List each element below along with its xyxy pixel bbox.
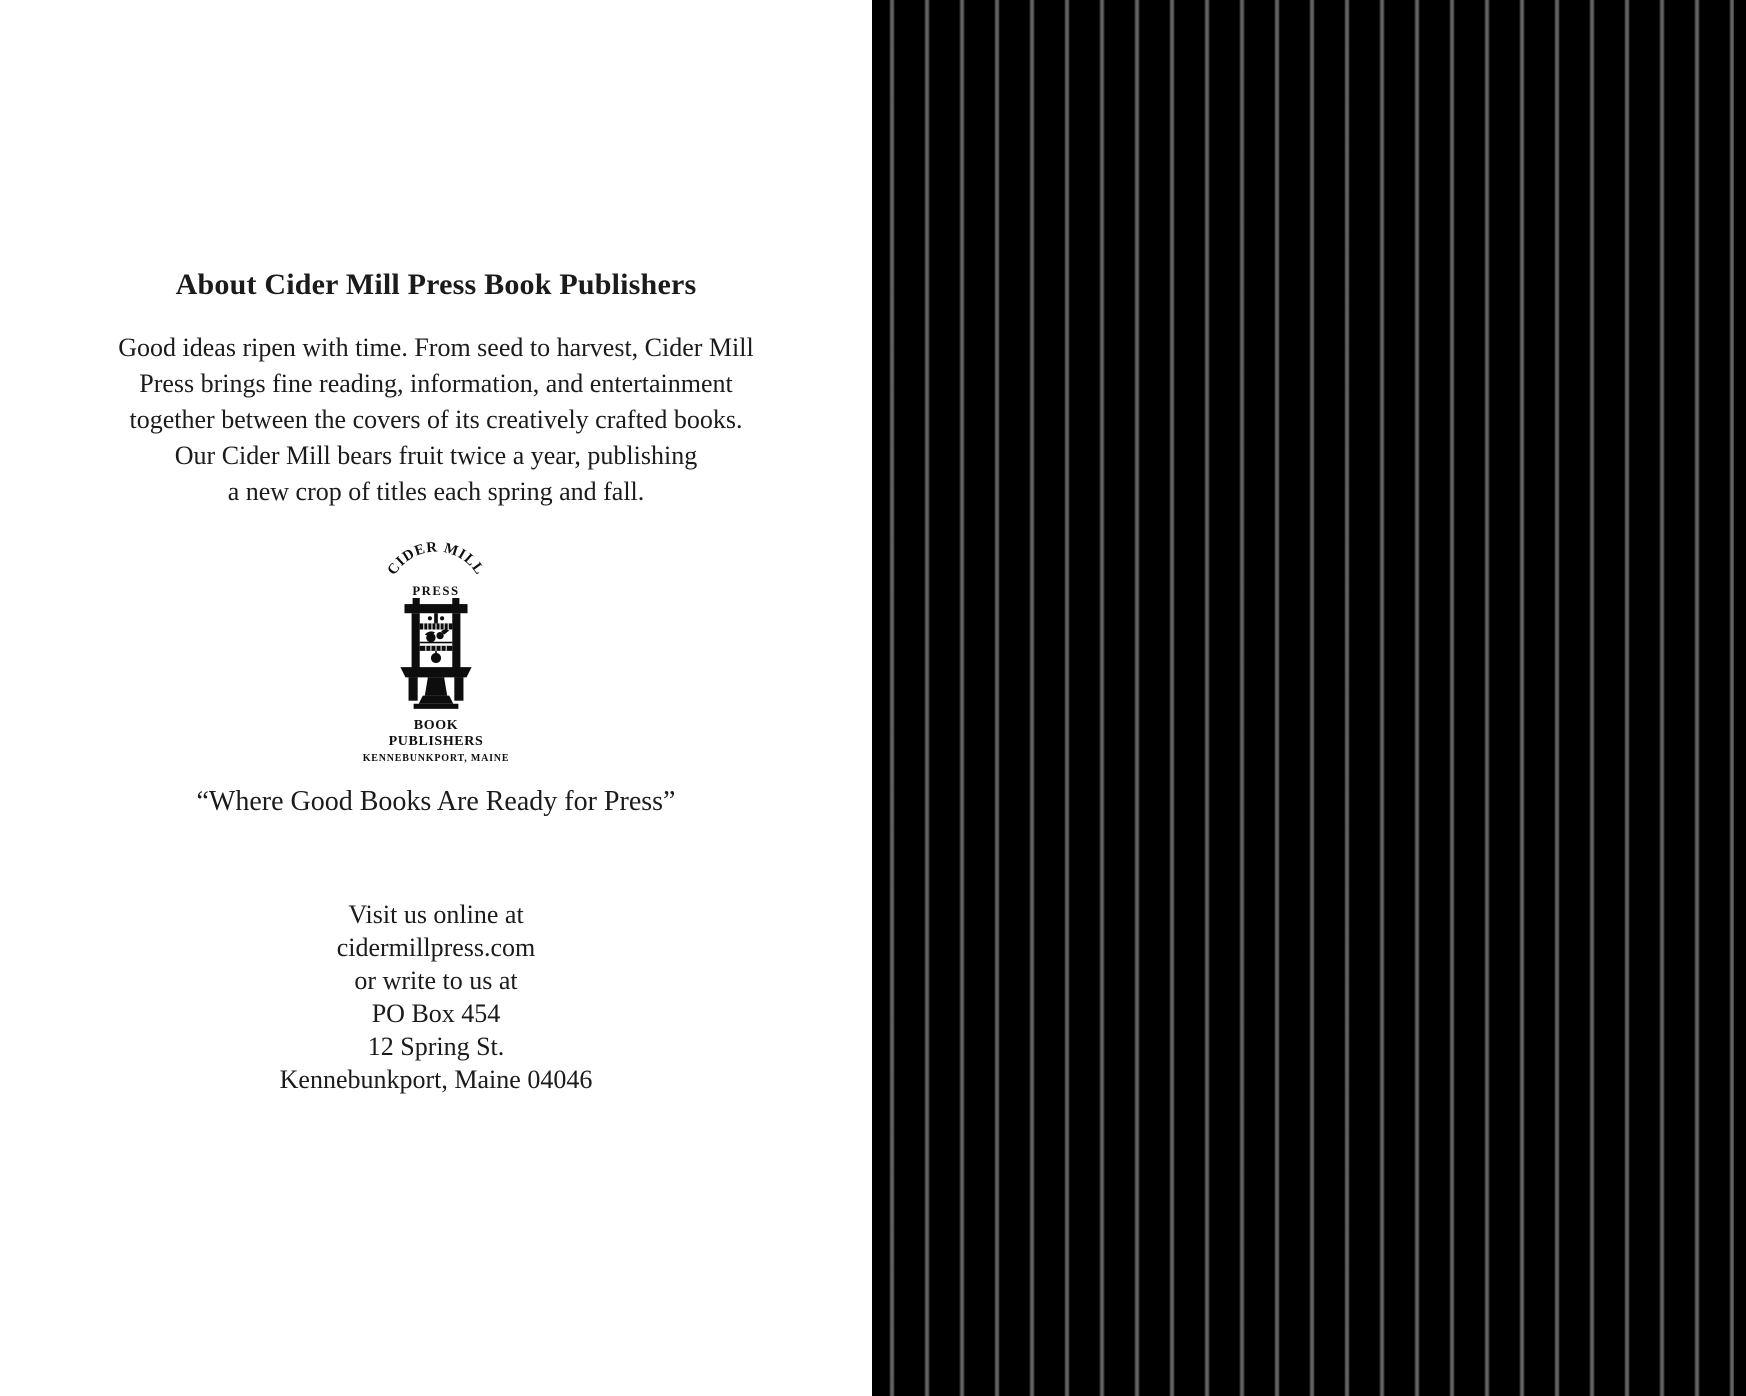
- contact-block: [0, 898, 872, 1096]
- publisher-motto: “Where Good Books Are Ready for Press”: [196, 786, 676, 817]
- about-line: Good ideas ripen with time. From seed to harvest, Cider Mill: [118, 333, 754, 362]
- about-line: together between the covers of its creatively crafted books.: [129, 405, 743, 434]
- about-line: Press brings fine reading, information, and entertainment: [139, 369, 733, 398]
- cider-press-icon: [380, 540, 492, 718]
- contact-line: Visit us online at: [348, 900, 524, 929]
- logo-location: KENNEBUNKPORT, MAINE: [362, 753, 510, 764]
- about-line: Our Cider Mill bears fruit twice a year, publishing: [174, 441, 698, 470]
- about-publisher-page: [0, 0, 872, 1396]
- contact-line-street: 12 Spring St.: [367, 1032, 505, 1061]
- about-paragraph: [0, 330, 872, 510]
- page-title: About Cider Mill Press Book Publishers: [175, 268, 697, 302]
- cider-press-illustration: [400, 598, 471, 709]
- contact-line: or write to us at: [354, 966, 518, 995]
- contact-line-website: cidermillpress.com: [336, 933, 536, 962]
- logo-wordmark-publishers: PUBLISHERS: [388, 734, 484, 749]
- contact-line-po-box: PO Box 454: [371, 999, 501, 1028]
- logo-wordmark-book: BOOK: [413, 718, 459, 733]
- svg-text:CIDER MILL: [384, 540, 487, 578]
- contact-line-city: Kennebunkport, Maine 04046: [279, 1065, 593, 1094]
- logo-arc-subtext: PRESS: [412, 583, 460, 598]
- striped-endpaper: [872, 0, 1746, 1396]
- publisher-logo: [0, 540, 872, 765]
- logo-arc-text: CIDER MILL: [384, 540, 488, 579]
- about-line: a new crop of titles each spring and fall.: [227, 477, 645, 506]
